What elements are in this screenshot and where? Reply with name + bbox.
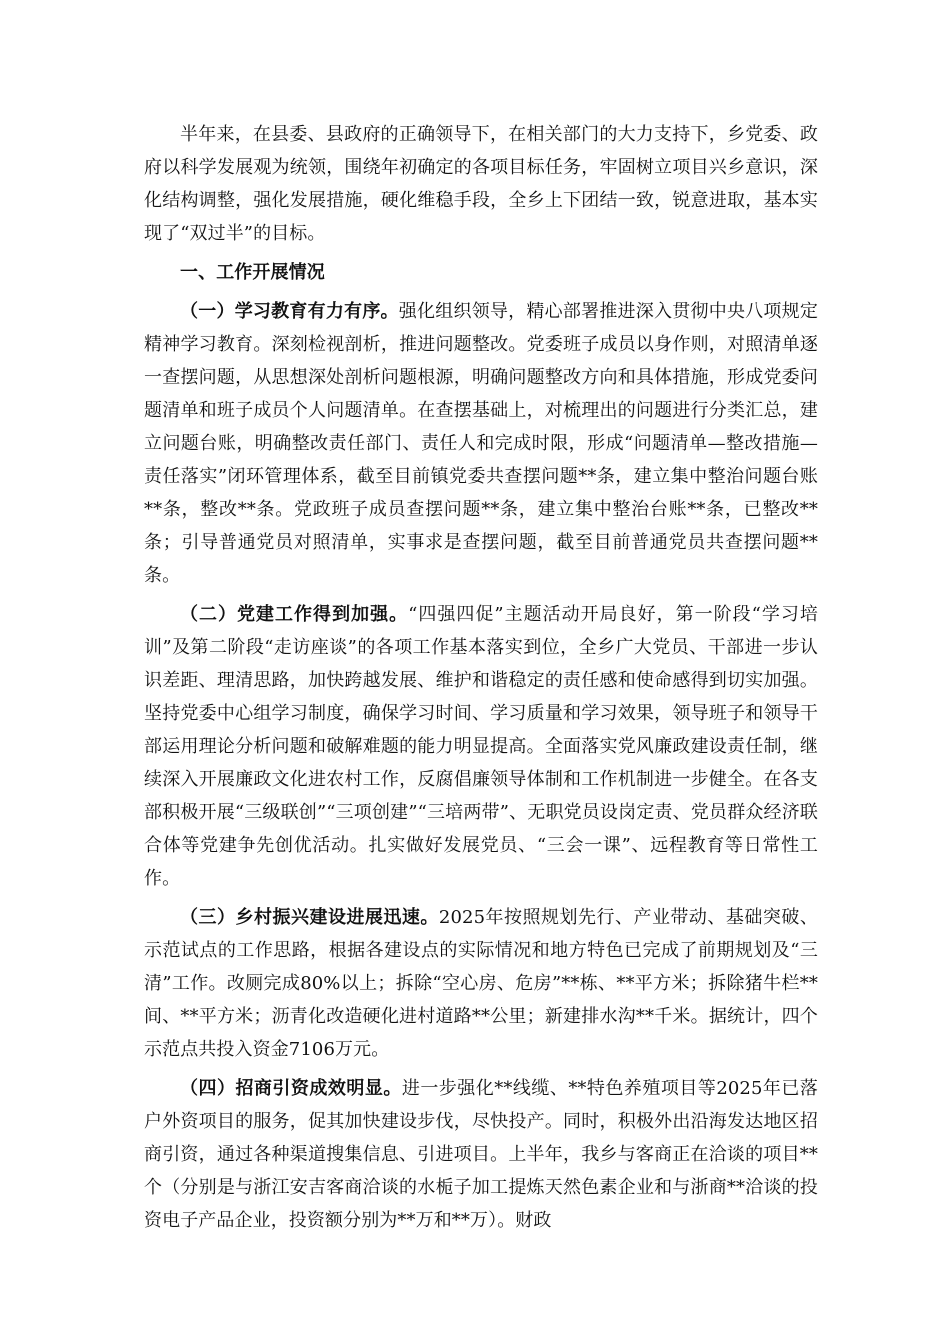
item-paragraph-study bbox=[144, 295, 818, 592]
item-body-study: 强化组织领导，精心部署推进深入贯彻中央八项规定精神学习教育。深刻检视剖析，推进问题整改。党委班子成员以身作则，对照清单逐一查摆问题，从思想深处剖析问题根源，明确问题整改方向和具体措施，形成党委问题清单和班子成员个人问题清单。在查摆基础上，对梳理出的问题进行分类汇总，建立问题台账，明确整改责任部门、责任人和完成时限，形成“问题清单—整改措施—责任落实”闭环管理体系，截至目前镇党委共查摆问题**条，建立集中整治问题台账**条，整改**条。党政班子成员查摆问题**条，建立集中整治台账**条，已整改**条；引导普通党员对照清单，实事求是查摆问题，截至目前普通党员共查摆问题**条。 bbox=[144, 301, 818, 586]
item-title-investment: （四）招商引资成效明显。 bbox=[180, 1078, 402, 1099]
item-body-investment: 进一步强化**线缆、**特色养殖项目等2025年已落户外资项目的服务，促其加快建设步伐，尽快投产。同时，积极外出沿海发达地区招商引资，通过各种渠道搜集信息、引进项目。上半年，我乡与客商正在洽谈的项目**个（分别是与浙江安吉客商洽谈的水栀子加工提炼天然色素企业和与浙商**洽谈的投资电子产品企业，投资额分别为**万和**万）。财政 bbox=[144, 1078, 818, 1231]
item-body-party-building: “四强四促”主题活动开局良好，第一阶段“学习培训”及第二阶段“走访座谈”的各项工作基本落实到位，全乡广大党员、干部进一步认识差距、理清思路，加快跨越发展、维护和谐稳定的责任感和使命感得到切实加强。坚持党委中心组学习制度，确保学习时间、学习质量和学习效果，领导班子和领导干部运用理论分析问题和破解难题的能力明显提高。全面落实党风廉政建设责任制，继续深入开展廉政文化进农村工作，反腐倡廉领导体制和工作机制进一步健全。在各支部积极开展“三级联创”“三项创建”“三培两带”、无职党员设岗定责、党员群众经济联合体等党建争先创优活动。扎实做好发展党员、“三会一课”、远程教育等日常性工作。 bbox=[144, 604, 819, 889]
item-paragraph-rural-revitalization bbox=[144, 901, 818, 1066]
item-body-rural-revitalization: 2025年按照规划先行、产业带动、基础突破、示范试点的工作思路，根据各建设点的实际情况和地方特色已完成了前期规划及“三清”工作。改厕完成80%以上；拆除“空心房、危房”**栋、**平方米；拆除猪牛栏**间、**平方米；沥青化改造硬化进村道路**公里；新建排水沟**千米。据统计，四个示范点共投入资金7106万元。 bbox=[144, 907, 818, 1060]
item-paragraph-investment bbox=[144, 1072, 818, 1237]
item-title-rural-revitalization: （三）乡村振兴建设进展迅速。 bbox=[180, 907, 439, 928]
section-heading-work-progress: 一、工作开展情况 bbox=[180, 262, 325, 283]
intro-paragraph: 半年来，在县委、县政府的正确领导下，在相关部门的大力支持下，乡党委、政府以科学发展观为统领，围绕年初确定的各项目标任务，牢固树立项目兴乡意识，深化结构调整，强化发展措施，硬化维稳手段，全乡上下团结一致，锐意进取，基本实现了“双过半”的目标。 bbox=[144, 124, 818, 244]
item-title-party-building: （二）党建工作得到加强。 bbox=[180, 604, 409, 625]
item-paragraph-party-building bbox=[144, 598, 818, 895]
item-title-study: （一）学习教育有力有序。 bbox=[180, 301, 399, 322]
